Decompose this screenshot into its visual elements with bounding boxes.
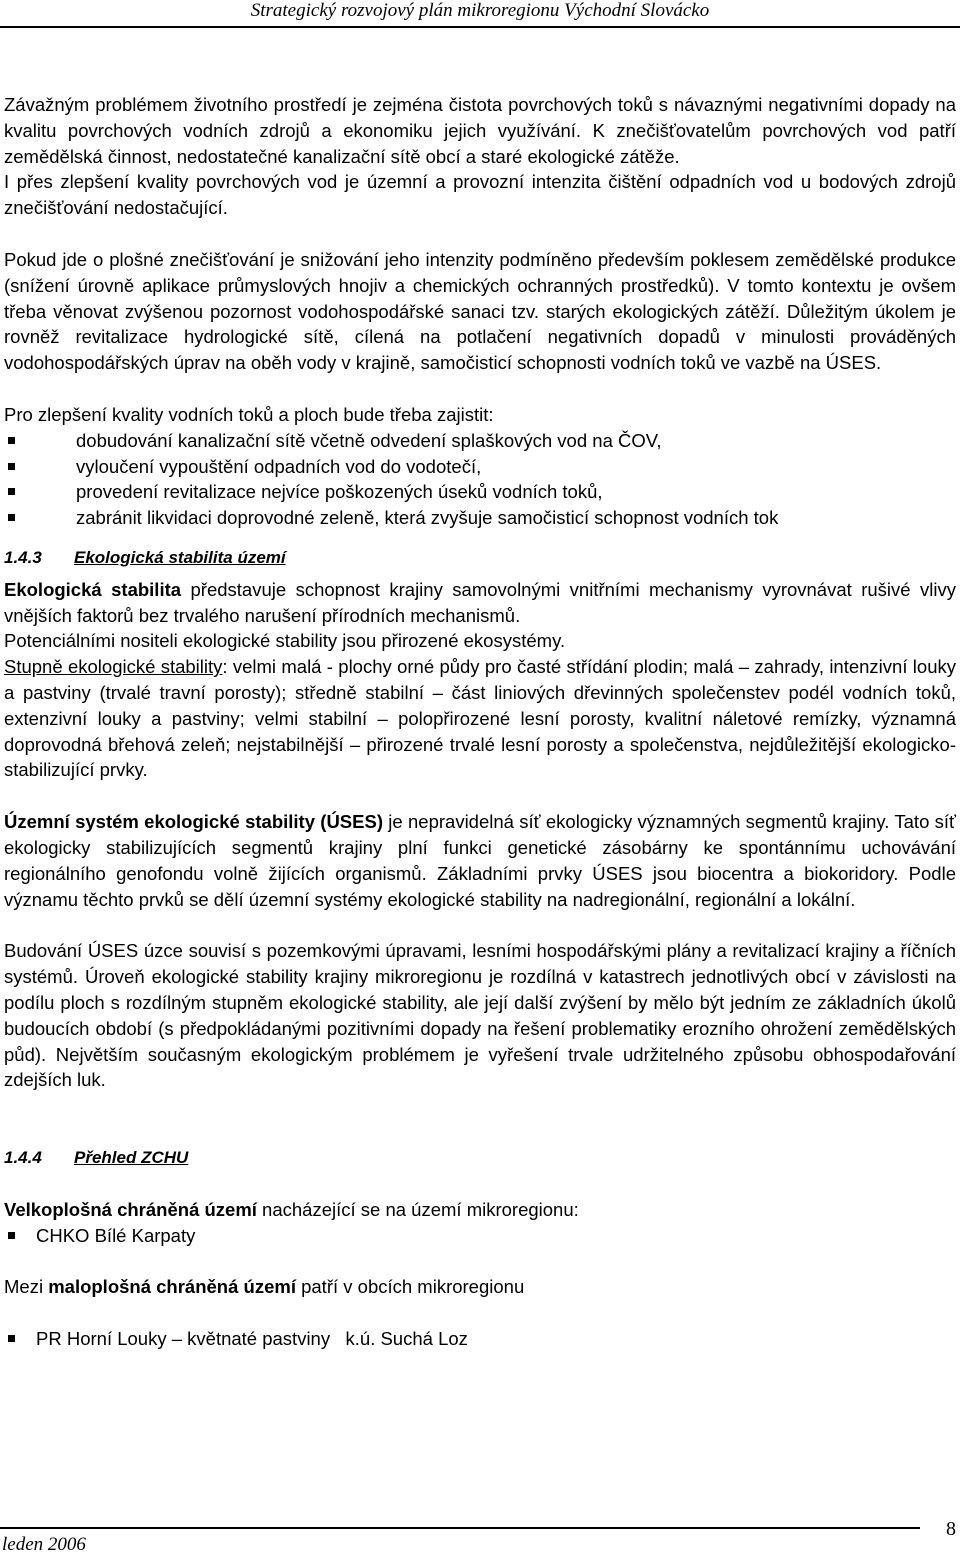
large-protected-list: [4, 1223, 956, 1249]
list-item: CHKO Bílé Karpaty: [4, 1223, 956, 1249]
document-body: [4, 92, 956, 1352]
footer-date: leden 2006: [2, 1534, 86, 1555]
running-header: [0, 0, 960, 28]
footer-divider: [0, 1527, 920, 1529]
section-title: Přehled ZCHU: [74, 1148, 189, 1168]
page-footer: [0, 1520, 960, 1554]
page-number: 8: [946, 1518, 956, 1540]
paragraph-measures-intro: Pro zlepšení kvality vodních toků a ploch bude třeba zajistit:: [4, 403, 494, 425]
section-number: 1.4.3: [4, 547, 42, 567]
list-item: provedení revitalizace nejvíce poškozených úseků vodních toků,: [4, 479, 956, 505]
paragraph-text: I přes zlepšení kvality povrchových vod je územní a provozní intenzita čištění odpadních vod u bodových zdrojů znečišťování nedostačující.: [4, 171, 956, 219]
header-title: Strategický rozvojový plán mikroregionu Východní Slovácko: [250, 0, 710, 21]
term-underlined: Stupně ekologické stability: [4, 656, 223, 678]
paragraph-text: Potenciálními nositeli ekologické stability jsou přirozené ekosystémy.: [4, 630, 566, 652]
paragraph-text: je nepravidelná síť ekologicky významných segmentů krajiny. Tato síť ekologicky stabilizujících segmentů krajiny plní funkci genetické zásobárny ke spontánnímu uchovávání regionálního genofondu volně žijících organismů. Základními prvky ÚSES jsou biocentra a biokoridory. Podle významu těchto prvků se dělí územní systémy ekologické stability na nadregionální, regionální a lokální.: [4, 811, 956, 910]
term-bold: Velkoplošná chráněná území: [4, 1198, 257, 1220]
section-number: 1.4.4: [4, 1148, 42, 1168]
measures-list: [4, 428, 956, 531]
section-title: Ekologická stabilita území: [74, 547, 286, 567]
paragraph-small-protected: [4, 1274, 956, 1300]
small-protected-list: [4, 1326, 956, 1352]
list-item: zabránit likvidaci doprovodné zeleně, která zvyšuje samočisticí schopnost vodních tok: [4, 505, 956, 531]
term-bold: Ekologická stabilita: [4, 578, 182, 600]
paragraph-eco-stability: [4, 577, 956, 783]
paragraph-water-problems: [4, 92, 956, 221]
section-heading-1-4-3: [4, 545, 956, 571]
term-bold: maloplošná chráněná území: [48, 1276, 296, 1298]
paragraph-large-protected: [4, 1197, 956, 1223]
list-item: vyloučení vypouštění odpadních vod do vodotečí,: [4, 454, 956, 480]
paragraph-area-pollution: Pokud jde o plošné znečišťování je snižování jeho intenzity podmíněno především poklesem zemědělské produkce (snížení úrovně aplikace průmyslových hnojiv a chemických ochranných prostředků). V tomto kontextu je ovšem třeba věnovat zvýšenou pozornost vodohospodářské sanaci tzv. starých ekologických zátěží. Důležitým úkolem je rovněž revitalizace hydrologické sítě, cílená na potlačení negativních dopadů v minulosti prováděných vodohospodářských úprav na oběh vody v krajině, samočisticí schopnosti vodních toků ve vazbě na ÚSES.: [4, 248, 956, 374]
paragraph-text: Mezi: [4, 1276, 49, 1298]
paragraph-uses-building: Budování ÚSES úzce souvisí s pozemkovými úpravami, lesními hospodářskými plány a revitalizací krajiny a říčních systémů. Úroveň ekologické stability krajiny mikroregionu je rozdílná v katastrech jednotlivých obcí v závislosti na podílu ploch s rozdílným stupněm ekologické stability, ale její další zvýšení by mělo být jedním ze základních úkolů budoucích období (s předpokládanými pozitivními dopady na řešení problematiky erozního ohrožení zemědělských půd). Největším současným ekologickým problémem je vyřešení trvale udržitelného způsobu obhospodařování zdejších luk.: [4, 940, 956, 1091]
paragraph-uses: [4, 809, 956, 912]
paragraph-text: představuje schopnost krajiny samovolnými vnitřními mechanismy vyrovnávat rušivé vlivy vnějších faktorů bez trvalého narušení přírodních mechanismů.: [4, 578, 956, 626]
term-bold: Územní systém ekologické stability (ÚSES): [4, 811, 383, 833]
list-item: PR Horní Louky – květnaté pastviny k.ú. Suchá Loz: [4, 1326, 956, 1352]
paragraph-text: nacházející se na území mikroregionu:: [256, 1198, 579, 1220]
section-heading-1-4-4: [4, 1145, 956, 1171]
paragraph-text: Závažným problémem životního prostředí je zejména čistota povrchových toků s návaznými negativními dopady na kvalitu povrchových vodních zdrojů a ekonomiku jejich využívání. K znečišťovatelům povrchových vod patří zemědělská činnost, nedostatečné kanalizační sítě obcí a staré ekologické zátěže.: [4, 94, 956, 167]
paragraph-text: patří v obcích mikroregionu: [295, 1276, 525, 1298]
list-item: dobudování kanalizační sítě včetně odvedení splaškových vod na ČOV,: [4, 428, 956, 454]
paragraph-text: : velmi malá - plochy orné půdy pro časté střídání plodin; malá – zahrady, intenzivní louky a pastviny (trvalé travní porosty); středně stabilní – část liniových dřevinných společenstev podél vodních toků, extenzivní louky a pastviny; velmi stabilní – polopřirozené lesní porosty, kvalitní náletové remízky, významná doprovodná břehová zeleň; nejstabilnější – přirozené trvalé lesní porosty a společenstva, nejdůležitější ekologicko-stabilizující prvky.: [4, 656, 956, 781]
